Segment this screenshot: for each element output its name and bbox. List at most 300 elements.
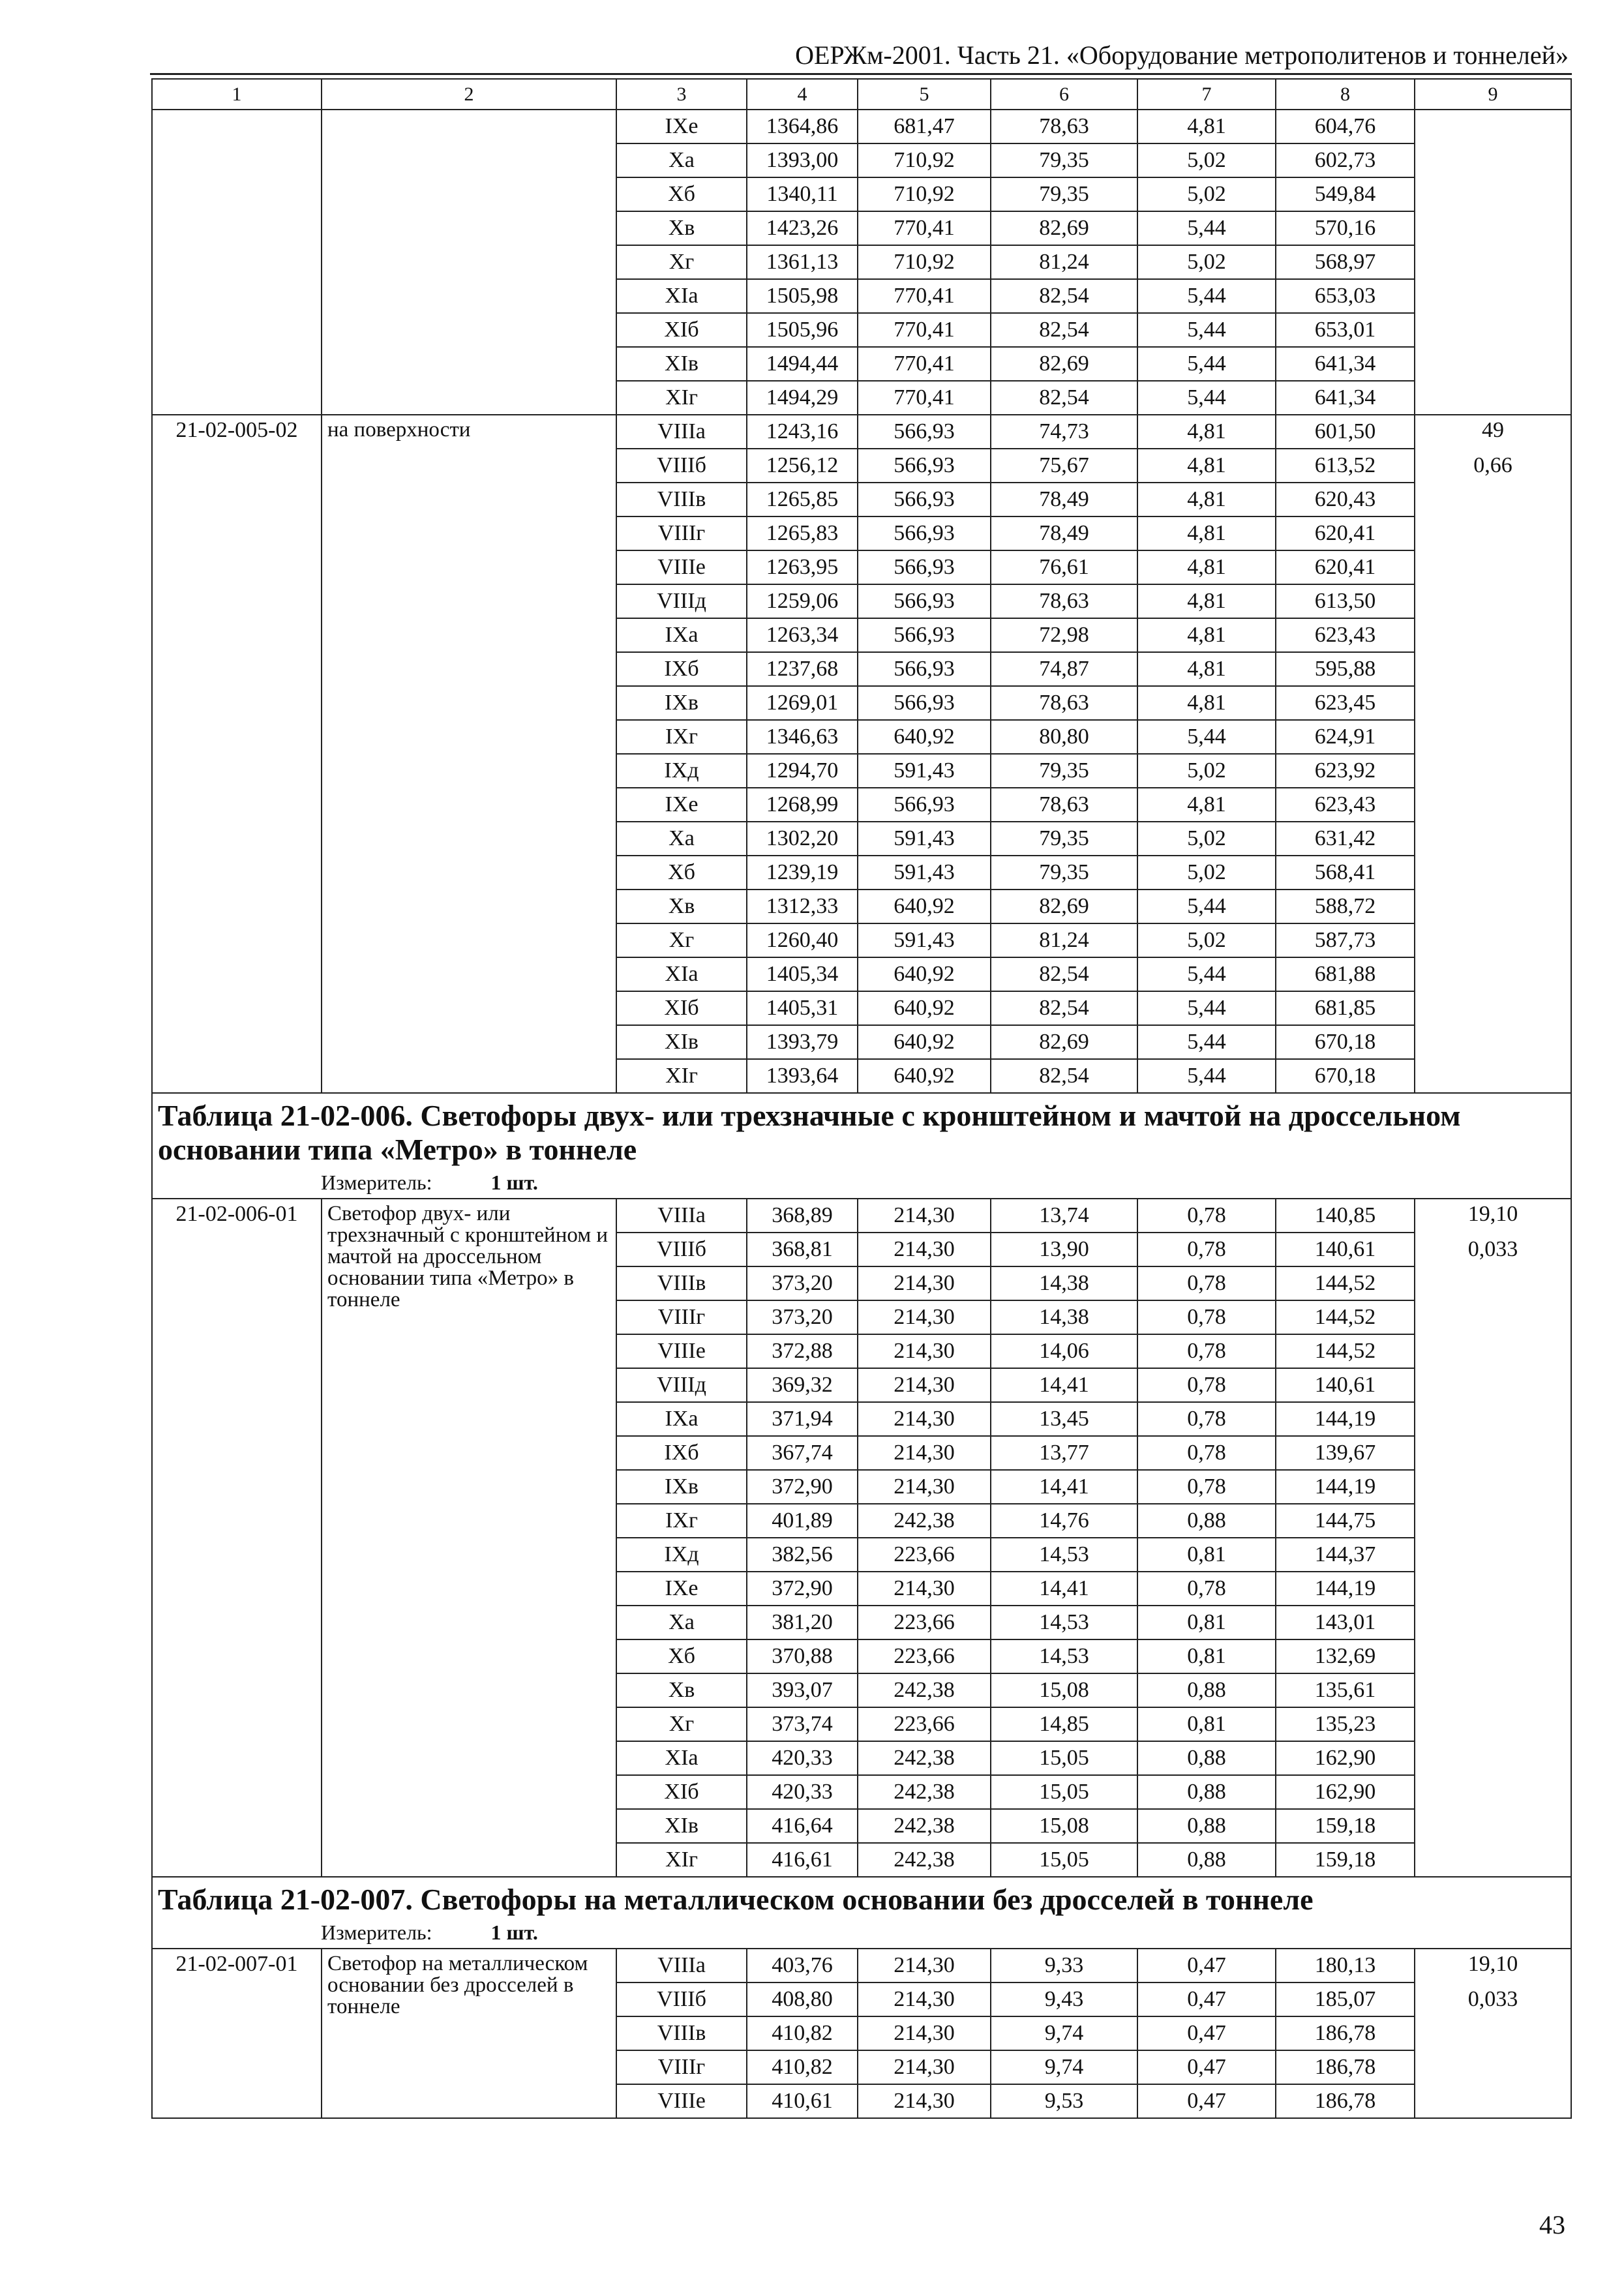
materials-cost-cell: 186,78 (1276, 2050, 1415, 2084)
zone-cell: VIIIб (616, 1982, 747, 2016)
labor-wage-cell: 566,93 (858, 550, 991, 584)
materials-cost-cell: 144,52 (1276, 1300, 1415, 1334)
labor-wage-cell: 214,30 (858, 2050, 991, 2084)
materials-cost-cell: 641,34 (1276, 381, 1415, 415)
machine-cost-cell: 13,90 (991, 1233, 1137, 1266)
machinist-wage-cell: 5,02 (1137, 822, 1276, 856)
machine-cost-cell: 14,53 (991, 1606, 1137, 1639)
zone-cell: XIб (616, 1775, 747, 1809)
direct-cost-cell: 381,20 (747, 1606, 858, 1639)
machine-cost-cell: 79,35 (991, 856, 1137, 890)
materials-cost-cell: 623,92 (1276, 754, 1415, 788)
zone-cell: VIIIе (616, 1334, 747, 1368)
machinist-wage-cell: 0,88 (1137, 1504, 1276, 1538)
machine-cost-cell: 9,33 (991, 1949, 1137, 1982)
labor-cost-value: 0,033 (1467, 1987, 1518, 2011)
labor-wage-cell: 214,30 (858, 1436, 991, 1470)
rate-name: на поверхности (322, 415, 616, 1093)
machinist-wage-cell: 0,88 (1137, 1673, 1276, 1707)
machinist-wage-cell: 0,78 (1137, 1334, 1276, 1368)
zone-cell: VIIIа (616, 1199, 747, 1233)
column-number: 1 (152, 79, 322, 110)
machinist-wage-cell: 0,78 (1137, 1300, 1276, 1334)
direct-cost-cell: 369,32 (747, 1368, 858, 1402)
zone-cell: VIIIд (616, 584, 747, 618)
labor-wage-cell: 242,38 (858, 1504, 991, 1538)
machinist-wage-cell: 4,81 (1137, 686, 1276, 720)
machine-cost-cell: 82,69 (991, 890, 1137, 923)
zone-cell: VIIIб (616, 1233, 747, 1266)
materials-cost-cell: 132,69 (1276, 1639, 1415, 1673)
labor-wage-cell: 770,41 (858, 347, 991, 381)
machine-cost-cell: 82,54 (991, 313, 1137, 347)
machine-cost-cell: 14,76 (991, 1504, 1137, 1538)
machinist-wage-cell: 0,78 (1137, 1199, 1276, 1233)
materials-cost-cell: 631,42 (1276, 822, 1415, 856)
table-caption (152, 1877, 1571, 1949)
machine-cost-cell: 78,49 (991, 516, 1137, 550)
machinist-wage-cell: 0,88 (1137, 1809, 1276, 1843)
direct-cost-cell: 1268,99 (747, 788, 858, 822)
machinist-wage-cell: 5,44 (1137, 991, 1276, 1025)
zone-cell: IXа (616, 1402, 747, 1436)
direct-cost-cell: 1405,31 (747, 991, 858, 1025)
direct-cost-cell: 1265,85 (747, 483, 858, 516)
machinist-wage-cell: 4,81 (1137, 584, 1276, 618)
machinist-wage-cell: 5,02 (1137, 143, 1276, 177)
machinist-wage-cell: 0,47 (1137, 2050, 1276, 2084)
labor-wage-cell: 214,30 (858, 1402, 991, 1436)
machinist-wage-cell: 5,02 (1137, 923, 1276, 957)
direct-cost-cell: 410,61 (747, 2084, 858, 2118)
zone-cell: Xа (616, 1606, 747, 1639)
machinist-wage-cell: 0,47 (1137, 1982, 1276, 2016)
labor-cost-value: 49 (1482, 418, 1504, 442)
rate-code (152, 110, 322, 415)
machinist-wage-cell: 0,78 (1137, 1572, 1276, 1606)
machinist-wage-cell: 5,02 (1137, 754, 1276, 788)
machinist-wage-cell: 4,81 (1137, 516, 1276, 550)
materials-cost-cell: 604,76 (1276, 110, 1415, 143)
labor-wage-cell: 681,47 (858, 110, 991, 143)
direct-cost-cell: 420,33 (747, 1775, 858, 1809)
zone-cell: IXе (616, 110, 747, 143)
machinist-wage-cell: 4,81 (1137, 652, 1276, 686)
materials-cost-cell: 135,61 (1276, 1673, 1415, 1707)
machinist-wage-cell: 0,88 (1137, 1843, 1276, 1877)
labor-wage-cell: 214,30 (858, 1982, 991, 2016)
materials-cost-cell: 143,01 (1276, 1606, 1415, 1639)
machinist-wage-cell: 0,78 (1137, 1402, 1276, 1436)
table-row (152, 1949, 1571, 1982)
direct-cost-cell: 410,82 (747, 2016, 858, 2050)
materials-cost-cell: 595,88 (1276, 652, 1415, 686)
materials-cost-cell: 613,50 (1276, 584, 1415, 618)
materials-cost-cell: 602,73 (1276, 143, 1415, 177)
machine-cost-cell: 14,53 (991, 1538, 1137, 1572)
direct-cost-cell: 1259,06 (747, 584, 858, 618)
materials-cost-cell: 653,01 (1276, 313, 1415, 347)
direct-cost-cell: 403,76 (747, 1949, 858, 1982)
direct-cost-cell: 1340,11 (747, 177, 858, 211)
machinist-wage-cell: 0,47 (1137, 2084, 1276, 2118)
labor-wage-cell: 242,38 (858, 1843, 991, 1877)
zone-cell: XIв (616, 1809, 747, 1843)
materials-cost-cell: 140,61 (1276, 1368, 1415, 1402)
machinist-wage-cell: 5,02 (1137, 856, 1276, 890)
labor-cost-value: 19,10 (1467, 1952, 1518, 1976)
materials-cost-cell: 568,97 (1276, 245, 1415, 279)
zone-cell: VIIIб (616, 449, 747, 483)
column-number: 2 (322, 79, 616, 110)
labor-wage-cell: 640,92 (858, 1059, 991, 1093)
machine-cost-cell: 15,05 (991, 1843, 1137, 1877)
materials-cost-cell: 681,88 (1276, 957, 1415, 991)
machinist-wage-cell: 4,81 (1137, 618, 1276, 652)
machine-cost-cell: 14,53 (991, 1639, 1137, 1673)
direct-cost-cell: 1361,13 (747, 245, 858, 279)
zone-cell: Xб (616, 1639, 747, 1673)
machine-cost-cell: 82,69 (991, 347, 1137, 381)
header-rule (150, 73, 1572, 75)
running-header: ОЕРЖм-2001. Часть 21. «Оборудование метрополитенов и тоннелей» (795, 40, 1569, 70)
direct-cost-cell: 373,74 (747, 1707, 858, 1741)
column-number: 4 (747, 79, 858, 110)
materials-cost-cell: 570,16 (1276, 211, 1415, 245)
machine-cost-cell: 14,85 (991, 1707, 1137, 1741)
machinist-wage-cell: 5,44 (1137, 313, 1276, 347)
labor-wage-cell: 566,93 (858, 516, 991, 550)
table-caption-title: Таблица 21-02-007. Светофоры на металлическом основании без дросселей в тоннеле (158, 1883, 1314, 1916)
labor-wage-cell: 566,93 (858, 449, 991, 483)
direct-cost-cell: 368,81 (747, 1233, 858, 1266)
materials-cost-cell: 185,07 (1276, 1982, 1415, 2016)
column-number: 6 (991, 79, 1137, 110)
direct-cost-cell: 393,07 (747, 1673, 858, 1707)
direct-cost-cell: 372,90 (747, 1470, 858, 1504)
machinist-wage-cell: 5,44 (1137, 211, 1276, 245)
zone-cell: IXд (616, 1538, 747, 1572)
machinist-wage-cell: 0,78 (1137, 1368, 1276, 1402)
labor-wage-cell: 242,38 (858, 1809, 991, 1843)
machinist-wage-cell: 4,81 (1137, 415, 1276, 449)
machine-cost-cell: 13,77 (991, 1436, 1137, 1470)
zone-cell: XIб (616, 313, 747, 347)
machine-cost-cell: 75,67 (991, 449, 1137, 483)
zone-cell: Xв (616, 890, 747, 923)
meter-unit: 1 шт. (490, 1171, 538, 1194)
labor-wage-cell: 591,43 (858, 754, 991, 788)
machinist-wage-cell: 5,02 (1137, 245, 1276, 279)
table-caption-meter (158, 1171, 1571, 1194)
labor-wage-cell: 591,43 (858, 856, 991, 890)
direct-cost-cell: 408,80 (747, 1982, 858, 2016)
table-caption-row (152, 1877, 1571, 1949)
labor-wage-cell: 770,41 (858, 313, 991, 347)
zone-cell: XIа (616, 279, 747, 313)
direct-cost-cell: 401,89 (747, 1504, 858, 1538)
labor-wage-cell: 566,93 (858, 686, 991, 720)
machine-cost-cell: 13,74 (991, 1199, 1137, 1233)
machine-cost-cell: 78,49 (991, 483, 1137, 516)
labor-wage-cell: 770,41 (858, 211, 991, 245)
direct-cost-cell: 372,88 (747, 1334, 858, 1368)
zone-cell: VIIIе (616, 2084, 747, 2118)
table-caption-row (152, 1093, 1571, 1199)
zone-cell: IXд (616, 754, 747, 788)
labor-cost-cell (1415, 1949, 1571, 2118)
labor-wage-cell: 214,30 (858, 1199, 991, 1233)
machine-cost-cell: 74,87 (991, 652, 1137, 686)
rate-name: Светофор на металлическом основании без дросселей в тоннеле (322, 1949, 616, 2118)
zone-cell: VIIIд (616, 1368, 747, 1402)
column-number: 5 (858, 79, 991, 110)
labor-cost-cell (1415, 110, 1571, 415)
direct-cost-cell: 1364,86 (747, 110, 858, 143)
machine-cost-cell: 79,35 (991, 143, 1137, 177)
machinist-wage-cell: 0,78 (1137, 1233, 1276, 1266)
labor-wage-cell: 566,93 (858, 788, 991, 822)
materials-cost-cell: 623,45 (1276, 686, 1415, 720)
machine-cost-cell: 82,54 (991, 957, 1137, 991)
materials-cost-cell: 144,37 (1276, 1538, 1415, 1572)
column-number: 8 (1276, 79, 1415, 110)
labor-wage-cell: 223,66 (858, 1538, 991, 1572)
direct-cost-cell: 382,56 (747, 1538, 858, 1572)
labor-wage-cell: 566,93 (858, 618, 991, 652)
materials-cost-cell: 623,43 (1276, 618, 1415, 652)
machinist-wage-cell: 0,78 (1137, 1436, 1276, 1470)
direct-cost-cell: 420,33 (747, 1741, 858, 1775)
materials-cost-cell: 653,03 (1276, 279, 1415, 313)
table-caption-title: Таблица 21-02-006. Светофоры двух- или трехзначные с кронштейном и мачтой на дроссельном основании типа «Метро» в тоннеле (158, 1099, 1461, 1166)
table-row (152, 110, 1571, 143)
labor-wage-cell: 710,92 (858, 245, 991, 279)
machinist-wage-cell: 0,47 (1137, 1949, 1276, 1982)
materials-cost-cell: 144,19 (1276, 1470, 1415, 1504)
machine-cost-cell: 13,45 (991, 1402, 1137, 1436)
zone-cell: Xг (616, 245, 747, 279)
labor-wage-cell: 566,93 (858, 584, 991, 618)
zone-cell: XIг (616, 1843, 747, 1877)
materials-cost-cell: 601,50 (1276, 415, 1415, 449)
labor-wage-cell: 770,41 (858, 279, 991, 313)
labor-wage-cell: 640,92 (858, 957, 991, 991)
direct-cost-cell: 368,89 (747, 1199, 858, 1233)
zone-cell: VIIIа (616, 415, 747, 449)
machine-cost-cell: 15,05 (991, 1775, 1137, 1809)
labor-wage-cell: 214,30 (858, 1949, 991, 1982)
labor-wage-cell: 710,92 (858, 177, 991, 211)
table-row (152, 1199, 1571, 1233)
zone-cell: VIIIг (616, 1300, 747, 1334)
labor-wage-cell: 770,41 (858, 381, 991, 415)
zone-cell: XIв (616, 347, 747, 381)
materials-cost-cell: 624,91 (1276, 720, 1415, 754)
direct-cost-cell: 1505,96 (747, 313, 858, 347)
column-number: 9 (1415, 79, 1571, 110)
machine-cost-cell: 9,53 (991, 2084, 1137, 2118)
direct-cost-cell: 1312,33 (747, 890, 858, 923)
machinist-wage-cell: 5,44 (1137, 890, 1276, 923)
machine-cost-cell: 72,98 (991, 618, 1137, 652)
materials-cost-cell: 144,75 (1276, 1504, 1415, 1538)
labor-cost-cell (1415, 1199, 1571, 1877)
labor-wage-cell: 566,93 (858, 483, 991, 516)
rate-code: 21-02-005-02 (152, 415, 322, 1093)
machinist-wage-cell: 4,81 (1137, 550, 1276, 584)
zone-cell: VIIIв (616, 2016, 747, 2050)
machinist-wage-cell: 0,88 (1137, 1775, 1276, 1809)
machine-cost-cell: 15,08 (991, 1673, 1137, 1707)
machine-cost-cell: 82,54 (991, 1059, 1137, 1093)
materials-cost-cell: 144,52 (1276, 1266, 1415, 1300)
materials-cost-cell: 186,78 (1276, 2016, 1415, 2050)
labor-wage-cell: 214,30 (858, 1300, 991, 1334)
meter-label: Измеритель: (321, 1921, 432, 1944)
materials-cost-cell: 620,41 (1276, 550, 1415, 584)
price-table-body (152, 79, 1571, 2118)
zone-cell: VIIIг (616, 2050, 747, 2084)
table-caption (152, 1093, 1571, 1199)
machine-cost-cell: 79,35 (991, 754, 1137, 788)
labor-wage-cell: 640,92 (858, 890, 991, 923)
machine-cost-cell: 14,41 (991, 1470, 1137, 1504)
materials-cost-cell: 670,18 (1276, 1059, 1415, 1093)
machinist-wage-cell: 4,81 (1137, 449, 1276, 483)
direct-cost-cell: 1423,26 (747, 211, 858, 245)
materials-cost-cell: 139,67 (1276, 1436, 1415, 1470)
zone-cell: XIа (616, 1741, 747, 1775)
direct-cost-cell: 416,64 (747, 1809, 858, 1843)
machinist-wage-cell: 5,44 (1137, 347, 1276, 381)
direct-cost-cell: 1393,79 (747, 1025, 858, 1059)
direct-cost-cell: 373,20 (747, 1300, 858, 1334)
page-number: 43 (1539, 2210, 1565, 2239)
machine-cost-cell: 9,74 (991, 2016, 1137, 2050)
price-table-document (151, 78, 1571, 2119)
labor-wage-cell: 591,43 (858, 923, 991, 957)
labor-wage-cell: 640,92 (858, 1025, 991, 1059)
zone-cell: VIIIа (616, 1949, 747, 1982)
materials-cost-cell: 587,73 (1276, 923, 1415, 957)
materials-cost-cell: 144,19 (1276, 1572, 1415, 1606)
zone-cell: XIа (616, 957, 747, 991)
machinist-wage-cell: 0,47 (1137, 2016, 1276, 2050)
materials-cost-cell: 613,52 (1276, 449, 1415, 483)
zone-cell: Xв (616, 1673, 747, 1707)
direct-cost-cell: 1494,44 (747, 347, 858, 381)
direct-cost-cell: 1494,29 (747, 381, 858, 415)
materials-cost-cell: 162,90 (1276, 1775, 1415, 1809)
labor-wage-cell: 242,38 (858, 1673, 991, 1707)
zone-cell: Xа (616, 822, 747, 856)
direct-cost-cell: 1243,16 (747, 415, 858, 449)
machine-cost-cell: 74,73 (991, 415, 1137, 449)
zone-cell: Xб (616, 856, 747, 890)
price-table (151, 78, 1572, 2119)
direct-cost-cell: 1346,63 (747, 720, 858, 754)
direct-cost-cell: 1256,12 (747, 449, 858, 483)
zone-cell: VIIIг (616, 516, 747, 550)
zone-cell: XIг (616, 1059, 747, 1093)
direct-cost-cell: 367,74 (747, 1436, 858, 1470)
machine-cost-cell: 82,54 (991, 991, 1137, 1025)
zone-cell: Xв (616, 211, 747, 245)
machinist-wage-cell: 5,44 (1137, 1059, 1276, 1093)
direct-cost-cell: 1269,01 (747, 686, 858, 720)
labor-wage-cell: 640,92 (858, 991, 991, 1025)
labor-wage-cell: 214,30 (858, 1233, 991, 1266)
direct-cost-cell: 1393,00 (747, 143, 858, 177)
materials-cost-cell: 681,85 (1276, 991, 1415, 1025)
machine-cost-cell: 82,69 (991, 211, 1137, 245)
zone-cell: IXб (616, 1436, 747, 1470)
materials-cost-cell: 159,18 (1276, 1843, 1415, 1877)
machine-cost-cell: 79,35 (991, 177, 1137, 211)
machinist-wage-cell: 0,78 (1137, 1266, 1276, 1300)
labor-wage-cell: 223,66 (858, 1606, 991, 1639)
labor-cost-value: 0,033 (1467, 1237, 1518, 1261)
table-caption-meter (158, 1921, 1571, 1944)
materials-cost-cell: 135,23 (1276, 1707, 1415, 1741)
machinist-wage-cell: 4,81 (1137, 788, 1276, 822)
zone-cell: VIIIе (616, 550, 747, 584)
machine-cost-cell: 82,69 (991, 1025, 1137, 1059)
direct-cost-cell: 1405,34 (747, 957, 858, 991)
labor-wage-cell: 223,66 (858, 1707, 991, 1741)
materials-cost-cell: 144,19 (1276, 1402, 1415, 1436)
labor-cost-value: 0,66 (1473, 453, 1512, 477)
machine-cost-cell: 78,63 (991, 110, 1137, 143)
zone-cell: Xб (616, 177, 747, 211)
machine-cost-cell: 14,41 (991, 1572, 1137, 1606)
direct-cost-cell: 416,61 (747, 1843, 858, 1877)
zone-cell: XIг (616, 381, 747, 415)
machine-cost-cell: 15,08 (991, 1809, 1137, 1843)
machine-cost-cell: 79,35 (991, 822, 1137, 856)
materials-cost-cell: 144,52 (1276, 1334, 1415, 1368)
materials-cost-cell: 568,41 (1276, 856, 1415, 890)
zone-cell: IXе (616, 788, 747, 822)
materials-cost-cell: 549,84 (1276, 177, 1415, 211)
direct-cost-cell: 1263,95 (747, 550, 858, 584)
machinist-wage-cell: 5,02 (1137, 177, 1276, 211)
machinist-wage-cell: 0,81 (1137, 1639, 1276, 1673)
materials-cost-cell: 588,72 (1276, 890, 1415, 923)
machine-cost-cell: 82,54 (991, 381, 1137, 415)
table-row (152, 415, 1571, 449)
machine-cost-cell: 78,63 (991, 686, 1137, 720)
direct-cost-cell: 1294,70 (747, 754, 858, 788)
zone-cell: IXв (616, 686, 747, 720)
meter-unit: 1 шт. (490, 1921, 538, 1944)
machine-cost-cell: 14,38 (991, 1266, 1137, 1300)
labor-wage-cell: 214,30 (858, 1368, 991, 1402)
materials-cost-cell: 140,61 (1276, 1233, 1415, 1266)
labor-wage-cell: 214,30 (858, 1266, 991, 1300)
machine-cost-cell: 76,61 (991, 550, 1137, 584)
labor-wage-cell: 710,92 (858, 143, 991, 177)
labor-wage-cell: 214,30 (858, 2016, 991, 2050)
machine-cost-cell: 78,63 (991, 788, 1137, 822)
materials-cost-cell: 162,90 (1276, 1741, 1415, 1775)
labor-wage-cell: 242,38 (858, 1775, 991, 1809)
labor-wage-cell: 242,38 (858, 1741, 991, 1775)
zone-cell: XIб (616, 991, 747, 1025)
direct-cost-cell: 373,20 (747, 1266, 858, 1300)
direct-cost-cell: 1265,83 (747, 516, 858, 550)
